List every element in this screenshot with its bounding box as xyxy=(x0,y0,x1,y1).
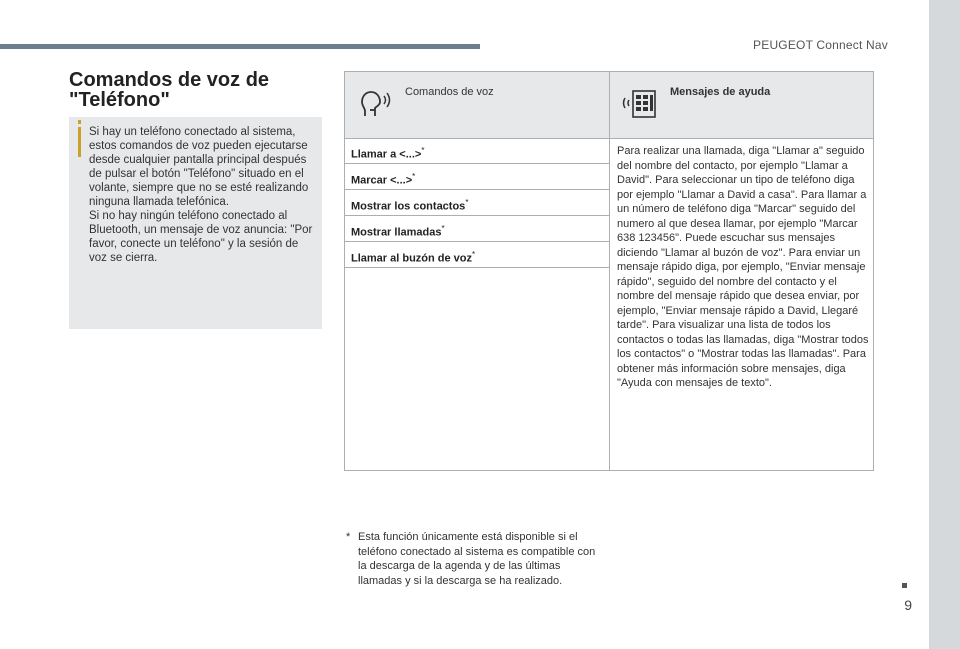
info-icon xyxy=(78,127,81,157)
command-label: Llamar al buzón de voz xyxy=(351,252,473,265)
section-title: Comandos de voz de "Teléfono" xyxy=(69,69,270,111)
info-icon-dot xyxy=(78,120,81,124)
header-commands-label: Comandos de voz xyxy=(405,86,494,98)
header-help-label: Mensajes de ayuda xyxy=(670,86,771,98)
header-cell-commands xyxy=(345,72,609,138)
header-rule xyxy=(0,44,480,49)
info-text: Si hay un teléfono conectado al sistema, estos comandos de voz pueden ejecutarse desde cualquier pantalla principal después de pulsar el botón "Teléfono" situado en el volante, siempre que no se esté realizando ninguna llamada telefónica. Si no hay ningún teléfono conectado al Bluetooth, un mensaje de voz anuncia: "Por favor, conecte un teléfono" y la sesión de voz se cierra. xyxy=(89,126,313,264)
table-row xyxy=(345,190,609,216)
command-label: Mostrar llamadas xyxy=(351,226,442,239)
table-row xyxy=(345,242,609,268)
footnote-text: Esta función únicamente está disponible si el teléfono conectado al sistema es compatible con la descarga de la agenda y de las últimas llamadas y si la descarga se ha realizado. xyxy=(358,531,596,587)
table-row xyxy=(345,216,609,242)
command-mark: * xyxy=(421,146,425,155)
command-label: Llamar a <...> xyxy=(351,148,422,161)
footnote-mark: * xyxy=(346,531,351,543)
page-side-strip xyxy=(929,0,960,649)
command-mark: * xyxy=(441,224,445,233)
page-number: 9 xyxy=(904,597,912,613)
command-label: Marcar <...> xyxy=(351,174,413,187)
header-cell-help xyxy=(610,72,873,138)
command-label: Mostrar los contactos xyxy=(351,200,466,213)
page-marker-dot xyxy=(902,583,907,588)
info-box xyxy=(69,117,322,329)
help-message-icon xyxy=(622,86,658,120)
table-row xyxy=(345,138,609,164)
voice-command-icon xyxy=(357,86,393,120)
command-mark: * xyxy=(472,250,476,259)
voice-commands-table xyxy=(344,71,874,471)
help-message-text: Para realizar una llamada, diga "Llamar a" seguido del nombre del contacto, por ejemplo "Llamar a David". Para seleccionar un tipo de teléfono diga por ejemplo "Llamar a David a casa". Para llamar a un número de teléfono diga "Marcar" seguido del numero al que desea llamar, por ejemplo "Marcar 638 123456". Puede escuchar sus mensajes diciendo "Llamar al buzón de voz". Para enviar un mensaje rápido diga, por ejemplo, "Enviar mensaje rápido", seguido del nombre del contacto y el nombre del mensaje rápido que desea enviar, por ejemplo, "Enviar mensaje rápido a David, Llegaré tarde". Para visualizar una lista de todos los contactos o todas las llamadas, diga "Mostrar todos los contactos" o "Mostrar todas las llamadas". Para obtener más información sobre mensajes, diga "Ayuda con mensajes de texto". xyxy=(617,145,869,389)
command-mark: * xyxy=(412,172,416,181)
table-column-divider xyxy=(609,72,610,470)
manual-title: PEUGEOT Connect Nav xyxy=(753,38,888,52)
table-row xyxy=(345,164,609,190)
command-mark: * xyxy=(465,198,469,207)
